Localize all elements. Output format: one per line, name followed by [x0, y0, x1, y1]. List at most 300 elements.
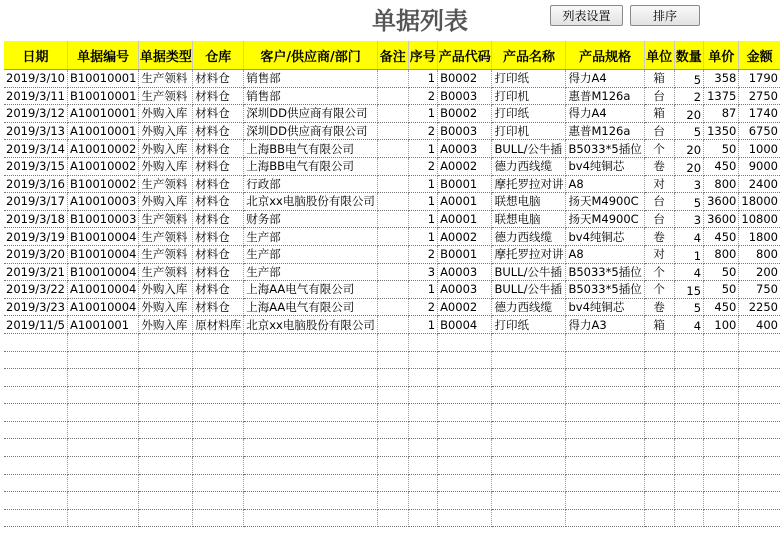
empty-cell[interactable] — [244, 333, 378, 351]
column-header-seq[interactable]: 序号 — [408, 41, 438, 70]
cell-product-spec[interactable]: 得力A4 — [566, 105, 644, 123]
column-header-amount[interactable]: 金额 — [739, 41, 780, 70]
empty-cell[interactable] — [566, 509, 644, 527]
cell-product-code[interactable]: A0002 — [438, 157, 492, 175]
empty-cell[interactable] — [492, 369, 566, 387]
empty-row[interactable] — [4, 421, 780, 439]
cell-unit[interactable]: 台 — [644, 193, 674, 211]
cell-product-spec[interactable]: bv4纯铜芯 — [566, 298, 644, 316]
cell-seq[interactable]: 1 — [408, 281, 438, 299]
empty-cell[interactable] — [67, 369, 138, 387]
empty-cell[interactable] — [408, 457, 438, 475]
empty-cell[interactable] — [438, 492, 492, 510]
empty-cell[interactable] — [644, 474, 674, 492]
empty-cell[interactable] — [704, 509, 739, 527]
cell-quantity[interactable]: 4 — [674, 263, 704, 281]
empty-cell[interactable] — [644, 386, 674, 404]
empty-cell[interactable] — [566, 333, 644, 351]
empty-cell[interactable] — [739, 333, 780, 351]
cell-amount[interactable]: 18000 — [739, 193, 780, 211]
cell-unit-price[interactable]: 358 — [704, 70, 739, 88]
cell-warehouse[interactable]: 材料仓 — [193, 140, 244, 158]
cell-warehouse[interactable]: 材料仓 — [193, 228, 244, 246]
empty-cell[interactable] — [377, 369, 408, 387]
empty-cell[interactable] — [4, 333, 67, 351]
table-row[interactable] — [4, 193, 780, 211]
cell-doc-type[interactable]: 生产领料 — [139, 228, 193, 246]
empty-cell[interactable] — [492, 333, 566, 351]
cell-product-spec[interactable]: 惠普M126a — [566, 122, 644, 140]
empty-cell[interactable] — [644, 439, 674, 457]
column-header-doc-type[interactable]: 单据类型 — [139, 41, 193, 70]
empty-cell[interactable] — [244, 509, 378, 527]
cell-quantity[interactable]: 4 — [674, 316, 704, 334]
cell-seq[interactable]: 1 — [408, 193, 438, 211]
table-row[interactable] — [4, 122, 780, 140]
table-row[interactable] — [4, 105, 780, 123]
cell-quantity[interactable]: 15 — [674, 281, 704, 299]
cell-remark[interactable] — [377, 122, 408, 140]
cell-product-name[interactable]: 打印纸 — [492, 105, 566, 123]
cell-unit[interactable]: 台 — [644, 210, 674, 228]
empty-cell[interactable] — [193, 404, 244, 422]
empty-cell[interactable] — [4, 404, 67, 422]
cell-product-name[interactable]: 联想电脑 — [492, 193, 566, 211]
cell-doc-number[interactable]: B10010001 — [67, 70, 138, 88]
cell-party[interactable]: 上海AA电气有限公司 — [244, 298, 378, 316]
empty-row[interactable] — [4, 439, 780, 457]
cell-product-spec[interactable]: bv4纯铜芯 — [566, 157, 644, 175]
cell-seq[interactable]: 1 — [408, 228, 438, 246]
empty-cell[interactable] — [492, 457, 566, 475]
empty-cell[interactable] — [492, 351, 566, 369]
cell-product-name[interactable]: 摩托罗拉对讲 — [492, 245, 566, 263]
cell-unit[interactable]: 卷 — [644, 298, 674, 316]
empty-cell[interactable] — [193, 421, 244, 439]
column-header-unit-price[interactable]: 单价 — [704, 41, 739, 70]
cell-product-spec[interactable]: 惠普M126a — [566, 87, 644, 105]
cell-date[interactable]: 2019/3/14 — [4, 140, 67, 158]
empty-row[interactable] — [4, 474, 780, 492]
cell-product-name[interactable]: 打印机 — [492, 122, 566, 140]
cell-doc-number[interactable]: A10010001 — [67, 122, 138, 140]
column-header-product-code[interactable]: 产品代码 — [438, 41, 492, 70]
empty-cell[interactable] — [739, 474, 780, 492]
empty-row[interactable] — [4, 492, 780, 510]
cell-product-code[interactable]: B0003 — [438, 87, 492, 105]
empty-cell[interactable] — [244, 474, 378, 492]
empty-cell[interactable] — [644, 369, 674, 387]
empty-cell[interactable] — [244, 457, 378, 475]
cell-unit-price[interactable]: 800 — [704, 175, 739, 193]
cell-seq[interactable]: 2 — [408, 87, 438, 105]
empty-cell[interactable] — [704, 386, 739, 404]
empty-cell[interactable] — [4, 369, 67, 387]
cell-remark[interactable] — [377, 193, 408, 211]
cell-product-name[interactable]: 德力西线缆 — [492, 228, 566, 246]
cell-warehouse[interactable]: 材料仓 — [193, 70, 244, 88]
cell-unit-price[interactable]: 100 — [704, 316, 739, 334]
column-header-doc-number[interactable]: 单据编号 — [67, 41, 138, 70]
empty-cell[interactable] — [704, 421, 739, 439]
empty-cell[interactable] — [193, 333, 244, 351]
empty-cell[interactable] — [438, 457, 492, 475]
cell-amount[interactable]: 2400 — [739, 175, 780, 193]
empty-cell[interactable] — [377, 386, 408, 404]
empty-cell[interactable] — [674, 369, 704, 387]
cell-party[interactable]: 北京xx电脑股份有限公司 — [244, 193, 378, 211]
empty-cell[interactable] — [67, 386, 138, 404]
cell-product-name[interactable]: 打印纸 — [492, 70, 566, 88]
cell-product-code[interactable]: B0002 — [438, 70, 492, 88]
empty-cell[interactable] — [674, 509, 704, 527]
cell-doc-type[interactable]: 生产领料 — [139, 263, 193, 281]
table-row[interactable] — [4, 175, 780, 193]
cell-amount[interactable]: 10800 — [739, 210, 780, 228]
empty-cell[interactable] — [704, 404, 739, 422]
empty-cell[interactable] — [674, 351, 704, 369]
cell-doc-type[interactable]: 外购入库 — [139, 140, 193, 158]
empty-cell[interactable] — [139, 333, 193, 351]
cell-warehouse[interactable]: 原材料库 — [193, 316, 244, 334]
empty-cell[interactable] — [377, 333, 408, 351]
empty-cell[interactable] — [67, 509, 138, 527]
empty-cell[interactable] — [408, 369, 438, 387]
cell-doc-number[interactable]: A10010001 — [67, 105, 138, 123]
table-row[interactable] — [4, 281, 780, 299]
empty-cell[interactable] — [139, 369, 193, 387]
empty-cell[interactable] — [739, 386, 780, 404]
empty-cell[interactable] — [67, 474, 138, 492]
cell-remark[interactable] — [377, 105, 408, 123]
cell-product-code[interactable]: A0001 — [438, 210, 492, 228]
cell-party[interactable]: 生产部 — [244, 245, 378, 263]
cell-date[interactable]: 2019/3/16 — [4, 175, 67, 193]
cell-date[interactable]: 2019/3/17 — [4, 193, 67, 211]
cell-party[interactable]: 北京xx电脑股份有限公司 — [244, 316, 378, 334]
cell-product-spec[interactable]: 得力A4 — [566, 70, 644, 88]
cell-unit[interactable]: 卷 — [644, 157, 674, 175]
empty-cell[interactable] — [492, 509, 566, 527]
cell-party[interactable]: 生产部 — [244, 228, 378, 246]
cell-unit[interactable]: 箱 — [644, 105, 674, 123]
cell-party[interactable]: 销售部 — [244, 70, 378, 88]
empty-cell[interactable] — [674, 333, 704, 351]
empty-cell[interactable] — [244, 351, 378, 369]
empty-cell[interactable] — [193, 386, 244, 404]
empty-cell[interactable] — [377, 509, 408, 527]
empty-cell[interactable] — [739, 439, 780, 457]
cell-doc-type[interactable]: 生产领料 — [139, 210, 193, 228]
empty-cell[interactable] — [377, 404, 408, 422]
empty-cell[interactable] — [644, 492, 674, 510]
cell-remark[interactable] — [377, 210, 408, 228]
cell-remark[interactable] — [377, 245, 408, 263]
empty-cell[interactable] — [566, 457, 644, 475]
empty-cell[interactable] — [492, 404, 566, 422]
empty-cell[interactable] — [739, 509, 780, 527]
cell-product-name[interactable]: 摩托罗拉对讲 — [492, 175, 566, 193]
cell-unit[interactable]: 个 — [644, 140, 674, 158]
empty-cell[interactable] — [674, 439, 704, 457]
empty-cell[interactable] — [704, 474, 739, 492]
empty-cell[interactable] — [408, 404, 438, 422]
empty-cell[interactable] — [438, 351, 492, 369]
empty-cell[interactable] — [4, 474, 67, 492]
cell-warehouse[interactable]: 材料仓 — [193, 105, 244, 123]
cell-unit-price[interactable]: 450 — [704, 228, 739, 246]
cell-warehouse[interactable]: 材料仓 — [193, 157, 244, 175]
cell-product-spec[interactable]: B5033*5插位 — [566, 140, 644, 158]
cell-warehouse[interactable]: 材料仓 — [193, 193, 244, 211]
empty-row[interactable] — [4, 457, 780, 475]
column-header-product-name[interactable]: 产品名称 — [492, 41, 566, 70]
cell-party[interactable]: 行政部 — [244, 175, 378, 193]
cell-seq[interactable]: 1 — [408, 70, 438, 88]
cell-party[interactable]: 上海BB电气有限公司 — [244, 157, 378, 175]
empty-cell[interactable] — [704, 369, 739, 387]
empty-cell[interactable] — [4, 492, 67, 510]
cell-doc-number[interactable]: A10010004 — [67, 298, 138, 316]
cell-doc-type[interactable]: 外购入库 — [139, 122, 193, 140]
cell-amount[interactable]: 1790 — [739, 70, 780, 88]
cell-doc-number[interactable]: B10010004 — [67, 263, 138, 281]
cell-remark[interactable] — [377, 70, 408, 88]
empty-row[interactable] — [4, 404, 780, 422]
cell-warehouse[interactable]: 材料仓 — [193, 298, 244, 316]
cell-date[interactable]: 2019/3/22 — [4, 281, 67, 299]
cell-warehouse[interactable]: 材料仓 — [193, 122, 244, 140]
cell-remark[interactable] — [377, 175, 408, 193]
cell-unit-price[interactable]: 87 — [704, 105, 739, 123]
cell-product-spec[interactable]: A8 — [566, 175, 644, 193]
empty-cell[interactable] — [674, 404, 704, 422]
cell-party[interactable]: 财务部 — [244, 210, 378, 228]
cell-product-spec[interactable]: 扬天M4900C — [566, 210, 644, 228]
empty-cell[interactable] — [438, 509, 492, 527]
cell-doc-type[interactable]: 外购入库 — [139, 298, 193, 316]
cell-unit-price[interactable]: 450 — [704, 157, 739, 175]
cell-quantity[interactable]: 3 — [674, 210, 704, 228]
empty-cell[interactable] — [674, 386, 704, 404]
empty-cell[interactable] — [492, 386, 566, 404]
empty-cell[interactable] — [492, 474, 566, 492]
cell-quantity[interactable]: 2 — [674, 87, 704, 105]
empty-cell[interactable] — [438, 439, 492, 457]
cell-unit-price[interactable]: 450 — [704, 298, 739, 316]
empty-cell[interactable] — [739, 492, 780, 510]
cell-product-name[interactable]: BULL/公牛插 — [492, 263, 566, 281]
cell-amount[interactable]: 2250 — [739, 298, 780, 316]
cell-unit-price[interactable]: 50 — [704, 281, 739, 299]
column-header-unit[interactable]: 单位 — [644, 41, 674, 70]
cell-party[interactable]: 上海AA电气有限公司 — [244, 281, 378, 299]
cell-unit[interactable]: 台 — [644, 87, 674, 105]
cell-product-code[interactable]: A0002 — [438, 228, 492, 246]
cell-doc-type[interactable]: 外购入库 — [139, 105, 193, 123]
cell-product-code[interactable]: B0003 — [438, 122, 492, 140]
column-header-warehouse[interactable]: 仓库 — [193, 41, 244, 70]
cell-seq[interactable]: 2 — [408, 157, 438, 175]
empty-cell[interactable] — [67, 492, 138, 510]
empty-cell[interactable] — [408, 509, 438, 527]
empty-cell[interactable] — [4, 509, 67, 527]
cell-doc-number[interactable]: A10010004 — [67, 281, 138, 299]
cell-amount[interactable]: 1800 — [739, 228, 780, 246]
empty-cell[interactable] — [566, 351, 644, 369]
empty-cell[interactable] — [408, 386, 438, 404]
cell-date[interactable]: 2019/3/21 — [4, 263, 67, 281]
cell-doc-type[interactable]: 生产领料 — [139, 245, 193, 263]
cell-seq[interactable]: 2 — [408, 298, 438, 316]
cell-unit-price[interactable]: 1375 — [704, 87, 739, 105]
empty-cell[interactable] — [377, 421, 408, 439]
empty-cell[interactable] — [492, 439, 566, 457]
empty-cell[interactable] — [704, 439, 739, 457]
table-row[interactable] — [4, 228, 780, 246]
empty-cell[interactable] — [566, 492, 644, 510]
empty-cell[interactable] — [193, 457, 244, 475]
empty-cell[interactable] — [139, 509, 193, 527]
cell-amount[interactable]: 1000 — [739, 140, 780, 158]
empty-cell[interactable] — [674, 421, 704, 439]
cell-doc-type[interactable]: 外购入库 — [139, 281, 193, 299]
cell-product-name[interactable]: 联想电脑 — [492, 210, 566, 228]
empty-cell[interactable] — [644, 457, 674, 475]
cell-doc-type[interactable]: 生产领料 — [139, 175, 193, 193]
cell-doc-number[interactable]: B10010001 — [67, 87, 138, 105]
column-header-quantity[interactable]: 数量 — [674, 41, 704, 70]
empty-cell[interactable] — [674, 474, 704, 492]
empty-cell[interactable] — [644, 333, 674, 351]
cell-seq[interactable]: 1 — [408, 175, 438, 193]
cell-doc-type[interactable]: 生产领料 — [139, 87, 193, 105]
empty-cell[interactable] — [566, 421, 644, 439]
cell-date[interactable]: 2019/3/20 — [4, 245, 67, 263]
empty-cell[interactable] — [674, 492, 704, 510]
empty-row[interactable] — [4, 386, 780, 404]
empty-cell[interactable] — [67, 404, 138, 422]
cell-party[interactable]: 销售部 — [244, 87, 378, 105]
empty-cell[interactable] — [739, 421, 780, 439]
cell-unit[interactable]: 台 — [644, 122, 674, 140]
cell-date[interactable]: 2019/3/11 — [4, 87, 67, 105]
empty-cell[interactable] — [704, 492, 739, 510]
empty-cell[interactable] — [566, 404, 644, 422]
empty-cell[interactable] — [566, 474, 644, 492]
cell-unit-price[interactable]: 50 — [704, 140, 739, 158]
cell-amount[interactable]: 200 — [739, 263, 780, 281]
cell-product-spec[interactable]: A8 — [566, 245, 644, 263]
table-row[interactable] — [4, 263, 780, 281]
cell-party[interactable]: 上海BB电气有限公司 — [244, 140, 378, 158]
empty-row[interactable] — [4, 509, 780, 527]
table-row[interactable] — [4, 140, 780, 158]
cell-party[interactable]: 深圳DD供应商有限公司 — [244, 122, 378, 140]
cell-product-name[interactable]: 德力西线缆 — [492, 298, 566, 316]
empty-cell[interactable] — [408, 351, 438, 369]
table-row[interactable] — [4, 70, 780, 88]
cell-quantity[interactable]: 20 — [674, 157, 704, 175]
cell-doc-type[interactable]: 外购入库 — [139, 157, 193, 175]
cell-quantity[interactable]: 5 — [674, 70, 704, 88]
empty-cell[interactable] — [566, 439, 644, 457]
empty-cell[interactable] — [67, 351, 138, 369]
cell-product-code[interactable]: A0002 — [438, 298, 492, 316]
cell-doc-number[interactable]: A1001001 — [67, 316, 138, 334]
cell-date[interactable]: 2019/3/15 — [4, 157, 67, 175]
column-header-product-spec[interactable]: 产品规格 — [566, 41, 644, 70]
empty-cell[interactable] — [244, 404, 378, 422]
table-row[interactable] — [4, 298, 780, 316]
table-row[interactable] — [4, 87, 780, 105]
empty-cell[interactable] — [67, 457, 138, 475]
cell-remark[interactable] — [377, 281, 408, 299]
cell-doc-type[interactable]: 生产领料 — [139, 70, 193, 88]
cell-amount[interactable]: 750 — [739, 281, 780, 299]
empty-cell[interactable] — [139, 421, 193, 439]
empty-cell[interactable] — [644, 421, 674, 439]
cell-date[interactable]: 2019/3/19 — [4, 228, 67, 246]
cell-remark[interactable] — [377, 140, 408, 158]
empty-cell[interactable] — [67, 439, 138, 457]
empty-cell[interactable] — [644, 509, 674, 527]
table-row[interactable] — [4, 316, 780, 334]
table-row[interactable] — [4, 210, 780, 228]
cell-remark[interactable] — [377, 263, 408, 281]
cell-doc-number[interactable]: B10010004 — [67, 245, 138, 263]
cell-remark[interactable] — [377, 298, 408, 316]
empty-row[interactable] — [4, 333, 780, 351]
cell-quantity[interactable]: 20 — [674, 105, 704, 123]
cell-product-code[interactable]: A0003 — [438, 281, 492, 299]
empty-cell[interactable] — [244, 369, 378, 387]
empty-cell[interactable] — [139, 404, 193, 422]
cell-product-code[interactable]: A0003 — [438, 140, 492, 158]
empty-cell[interactable] — [408, 421, 438, 439]
cell-date[interactable]: 2019/3/18 — [4, 210, 67, 228]
cell-remark[interactable] — [377, 157, 408, 175]
column-header-date[interactable]: 日期 — [4, 41, 67, 70]
cell-unit[interactable]: 对 — [644, 245, 674, 263]
cell-remark[interactable] — [377, 316, 408, 334]
cell-doc-number[interactable]: B10010002 — [67, 175, 138, 193]
cell-product-code[interactable]: B0004 — [438, 316, 492, 334]
empty-cell[interactable] — [438, 369, 492, 387]
empty-cell[interactable] — [408, 492, 438, 510]
empty-cell[interactable] — [193, 509, 244, 527]
empty-cell[interactable] — [408, 333, 438, 351]
cell-product-spec[interactable]: bv4纯铜芯 — [566, 228, 644, 246]
empty-cell[interactable] — [644, 351, 674, 369]
cell-product-code[interactable]: B0001 — [438, 245, 492, 263]
cell-quantity[interactable]: 20 — [674, 140, 704, 158]
empty-cell[interactable] — [644, 404, 674, 422]
cell-unit[interactable]: 卷 — [644, 228, 674, 246]
empty-cell[interactable] — [438, 474, 492, 492]
cell-unit[interactable]: 箱 — [644, 316, 674, 334]
empty-cell[interactable] — [139, 492, 193, 510]
cell-warehouse[interactable]: 材料仓 — [193, 87, 244, 105]
cell-seq[interactable]: 1 — [408, 140, 438, 158]
cell-amount[interactable]: 800 — [739, 245, 780, 263]
cell-seq[interactable]: 1 — [408, 210, 438, 228]
cell-warehouse[interactable]: 材料仓 — [193, 175, 244, 193]
empty-cell[interactable] — [244, 386, 378, 404]
cell-quantity[interactable]: 5 — [674, 193, 704, 211]
empty-cell[interactable] — [139, 439, 193, 457]
cell-warehouse[interactable]: 材料仓 — [193, 263, 244, 281]
